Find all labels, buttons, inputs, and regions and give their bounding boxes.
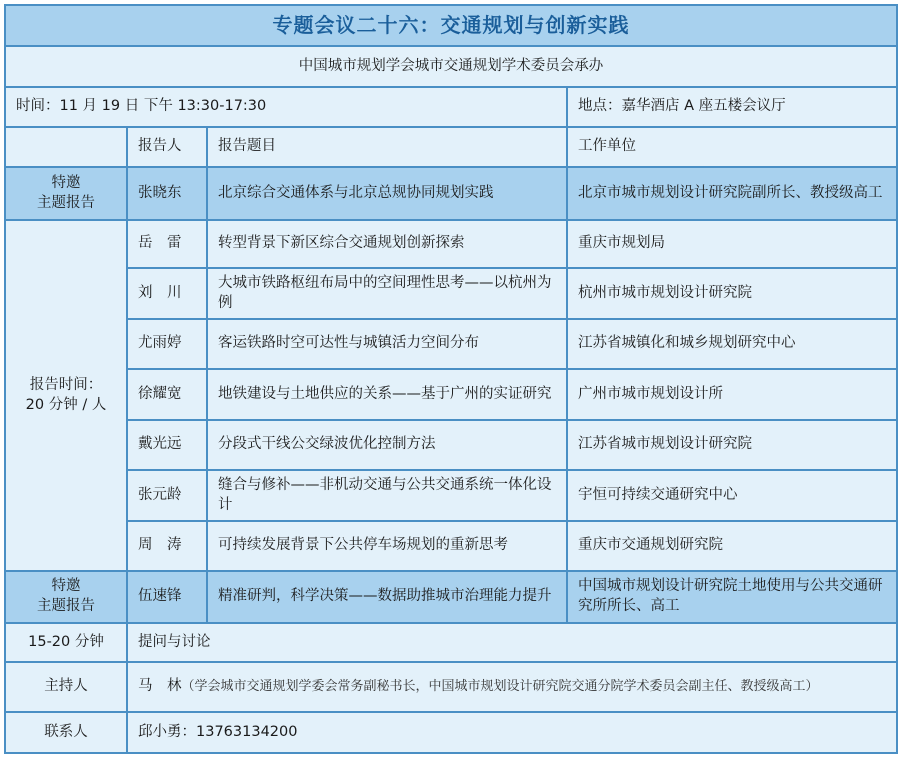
header-affiliation: 工作单位 bbox=[567, 127, 897, 167]
session-title: 专题会议二十六：交通规划与创新实践 bbox=[5, 5, 897, 46]
header-row bbox=[5, 127, 897, 167]
speaker-cell: 戴光远 bbox=[127, 420, 207, 470]
talk-row bbox=[5, 268, 897, 319]
contact-row bbox=[5, 712, 897, 753]
talk-row bbox=[5, 470, 897, 521]
speaker-cell: 周 涛 bbox=[127, 521, 207, 571]
topic-cell: 分段式干线公交绿波优化控制方法 bbox=[207, 420, 567, 470]
time-location-row bbox=[5, 87, 897, 127]
topic-cell: 缝合与修补——非机动交通与公共交通系统一体化设计 bbox=[207, 470, 567, 521]
speaker-cell: 张晓东 bbox=[127, 167, 207, 220]
speaker-cell: 伍速锋 bbox=[127, 571, 207, 623]
affiliation-cell: 江苏省城市规划设计研究院 bbox=[567, 420, 897, 470]
affiliation-cell: 重庆市规划局 bbox=[567, 220, 897, 268]
topic-cell: 北京综合交通体系与北京总规协同规划实践 bbox=[207, 167, 567, 220]
speaker-cell: 张元龄 bbox=[127, 470, 207, 521]
speaker-cell: 徐耀宽 bbox=[127, 369, 207, 420]
keynote-row-2 bbox=[5, 571, 897, 623]
speaker-cell: 刘 川 bbox=[127, 268, 207, 319]
talk-row bbox=[5, 521, 897, 571]
topic-cell: 地铁建设与土地供应的关系——基于广州的实证研究 bbox=[207, 369, 567, 420]
program-table bbox=[4, 4, 898, 754]
keynote-row-1 bbox=[5, 167, 897, 220]
contact-label: 联系人 bbox=[5, 712, 127, 753]
talk-row bbox=[5, 369, 897, 420]
affiliation-cell: 宇恒可持续交通研究中心 bbox=[567, 470, 897, 521]
affiliation-cell: 中国城市规划设计研究院土地使用与公共交通研究所所长、高工 bbox=[567, 571, 897, 623]
session-location: 地点：嘉华酒店 A 座五楼会议厅 bbox=[567, 87, 897, 127]
discussion-label: 提问与讨论 bbox=[127, 623, 897, 662]
talk-row bbox=[5, 319, 897, 369]
host-name: 马 林 bbox=[138, 678, 182, 695]
topic-cell: 精准研判，科学决策——数据助推城市治理能力提升 bbox=[207, 571, 567, 623]
affiliation-cell: 江苏省城镇化和城乡规划研究中心 bbox=[567, 319, 897, 369]
talk-row bbox=[5, 220, 897, 268]
affiliation-cell: 广州市城市规划设计所 bbox=[567, 369, 897, 420]
contact-value: 邱小勇：13763134200 bbox=[127, 712, 897, 753]
header-speaker: 报告人 bbox=[127, 127, 207, 167]
affiliation-cell: 北京市城市规划设计研究院副所长、教授级高工 bbox=[567, 167, 897, 220]
host-label: 主持人 bbox=[5, 662, 127, 712]
keynote-label-2: 特邀 主题报告 bbox=[5, 571, 127, 623]
discussion-time: 15-20 分钟 bbox=[5, 623, 127, 662]
session-time: 时间：11 月 19 日 下午 13:30-17:30 bbox=[5, 87, 567, 127]
topic-cell: 客运铁路时空可达性与城镇活力空间分布 bbox=[207, 319, 567, 369]
organizer: 中国城市规划学会城市交通规划学术委员会承办 bbox=[5, 46, 897, 87]
organizer-row bbox=[5, 46, 897, 87]
topic-cell: 转型背景下新区综合交通规划创新探索 bbox=[207, 220, 567, 268]
affiliation-cell: 杭州市城市规划设计研究院 bbox=[567, 268, 897, 319]
affiliation-cell: 重庆市交通规划研究院 bbox=[567, 521, 897, 571]
speaker-cell: 尤雨婷 bbox=[127, 319, 207, 369]
discussion-row bbox=[5, 623, 897, 662]
speaker-cell: 岳 雷 bbox=[127, 220, 207, 268]
topic-cell: 可持续发展背景下公共停车场规划的重新思考 bbox=[207, 521, 567, 571]
talk-row bbox=[5, 420, 897, 470]
host-note: （学会城市交通规划学委会常务副秘书长，中国城市规划设计研究院交通分院学术委员会副主任、教授级高工） bbox=[181, 679, 819, 695]
keynote-label-1: 特邀 主题报告 bbox=[5, 167, 127, 220]
title-row bbox=[5, 5, 897, 46]
topic-cell: 大城市铁路枢纽布局中的空间理性思考——以杭州为例 bbox=[207, 268, 567, 319]
host-info bbox=[127, 662, 897, 712]
header-topic: 报告题目 bbox=[207, 127, 567, 167]
host-row bbox=[5, 662, 897, 712]
header-blank bbox=[5, 127, 127, 167]
report-time-label: 报告时间： 20 分钟 / 人 bbox=[5, 220, 127, 571]
